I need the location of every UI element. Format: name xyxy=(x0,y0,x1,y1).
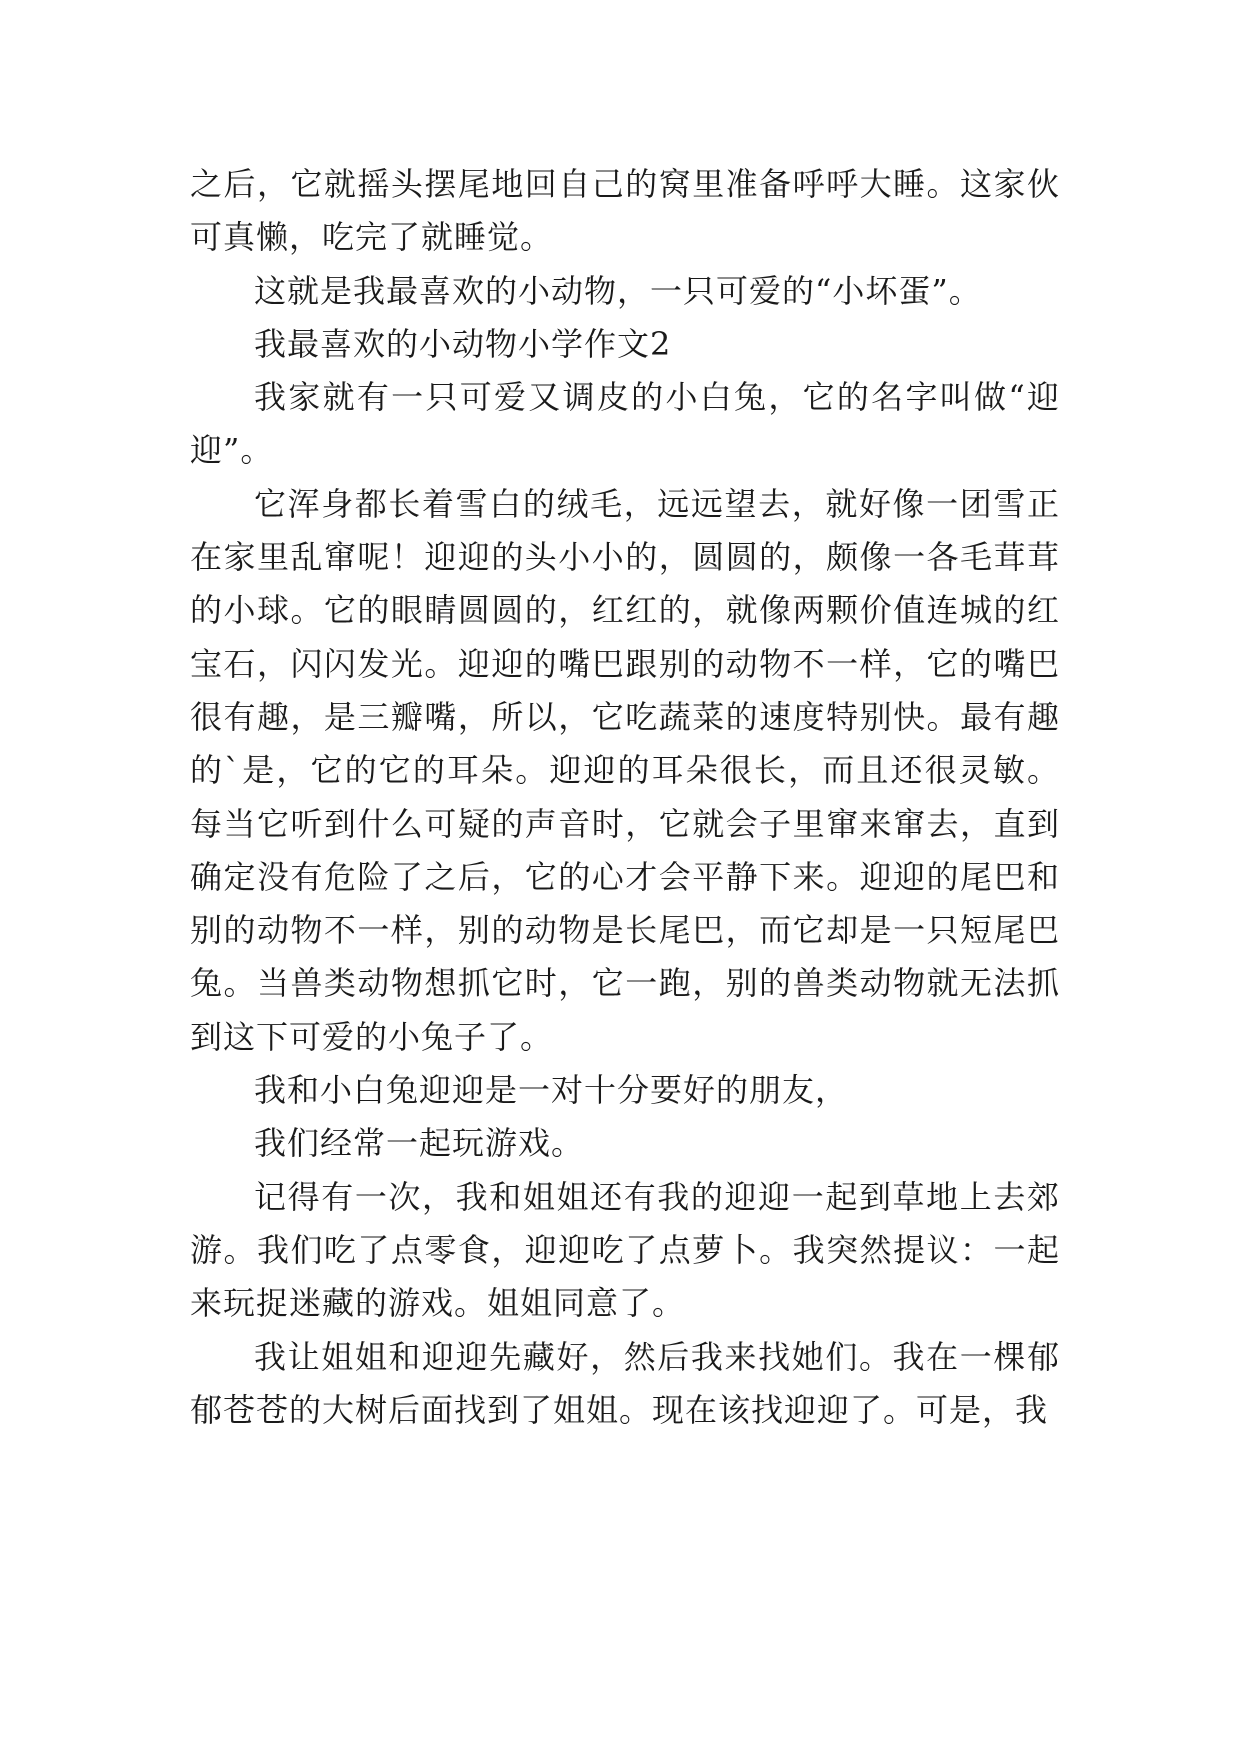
paragraph: 我让姐姐和迎迎先藏好，然后我来找她们。我在一棵郁郁苍苍的大树后面找到了姐姐。现在该找迎迎了。可是，我 xyxy=(190,1337,1060,1429)
paragraph: 它浑身都长着雪白的绒毛，远远望去，就好像一团雪正在家里乱窜呢！迎迎的头小小的，圆圆的，颇像一各毛茸茸的小球。它的眼睛圆圆的，红红的，就像两颗价值连城的红宝石，闪闪发光。迎迎的嘴巴跟别的动物不一样，它的嘴巴很有趣，是三瓣嘴，所以，它吃蔬菜的速度特别快。最有趣的`是，它的它的耳朵。迎迎的耳朵很长，而且还很灵敏。每当它听到什么可疑的声音时，它就会子里窜来窜去，直到确定没有危险了之后，它的心才会平静下来。迎迎的尾巴和别的动物不一样，别的动物是长尾巴，而它却是一只短尾巴兔。当兽类动物想抓它时，它一跑，别的兽类动物就无法抓到这下可爱的小兔子了。 xyxy=(190,484,1060,1056)
paragraph: 我家就有一只可爱又调皮的小白兔，它的名字叫做“迎迎”。 xyxy=(190,378,1060,470)
section-title: 我最喜欢的小动物小学作文2 xyxy=(254,324,672,363)
paragraph: 之后，它就摇头摆尾地回自己的窝里准备呼呼大睡。这家伙可真懒，吃完了就睡觉。 xyxy=(190,165,1060,257)
paragraph: 我和小白兔迎迎是一对十分要好的朋友， xyxy=(254,1071,849,1110)
paragraph: 我们经常一起玩游戏。 xyxy=(254,1124,585,1163)
document-body xyxy=(190,158,1060,1437)
paragraph: 这就是我最喜欢的小动物，一只可爱的“小坏蛋”。 xyxy=(254,271,982,310)
paragraph: 记得有一次，我和姐姐还有我的迎迎一起到草地上去郊游。我们吃了点零食，迎迎吃了点萝卜。我突然提议：一起来玩捉迷藏的游戏。姐姐同意了。 xyxy=(190,1177,1060,1323)
